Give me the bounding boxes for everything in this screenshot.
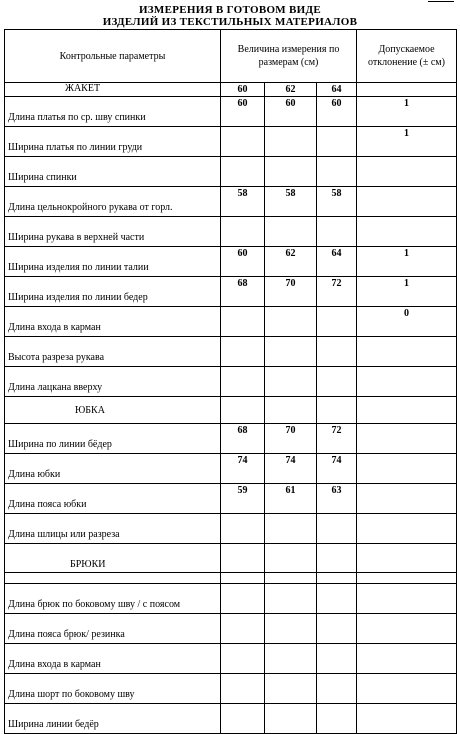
document-title-line1: ИЗМЕРЕНИЯ В ГОТОВОМ ВИДЕ xyxy=(138,4,322,16)
table-row xyxy=(5,704,457,734)
value-cell xyxy=(221,307,265,337)
value-cell: 60 xyxy=(265,97,317,127)
param-name: Длина брюк по боковому шву / с поясом xyxy=(5,584,221,614)
value-cell xyxy=(265,614,317,644)
value-cell xyxy=(221,704,265,734)
value-cell xyxy=(317,584,357,614)
tolerance-cell xyxy=(357,704,457,734)
tolerance-cell xyxy=(357,644,457,674)
value-cell xyxy=(265,584,317,614)
value-cell xyxy=(265,397,317,424)
section-row-trousers xyxy=(5,544,457,573)
value-cell xyxy=(265,337,317,367)
table-row xyxy=(5,187,457,217)
value-cell: 72 xyxy=(317,277,357,307)
tolerance-cell: 1 xyxy=(357,247,457,277)
header-row xyxy=(5,30,457,83)
value-cell: 58 xyxy=(317,187,357,217)
value-cell xyxy=(221,157,265,187)
header-param: Контрольные параметры xyxy=(5,30,221,83)
document-title-line2: ИЗДЕЛИЙ ИЗ ТЕКСТИЛЬНЫХ МАТЕРИАЛОВ xyxy=(102,16,358,28)
value-cell xyxy=(317,614,357,644)
spacer-row xyxy=(5,573,457,584)
corner-blank-line xyxy=(428,1,454,2)
table-row xyxy=(5,367,457,397)
tolerance-cell xyxy=(357,424,457,454)
value-cell: 61 xyxy=(265,484,317,514)
table-row xyxy=(5,307,457,337)
value-cell xyxy=(221,514,265,544)
value-cell: 68 xyxy=(221,424,265,454)
table-row xyxy=(5,674,457,704)
size-cell: 62 xyxy=(265,83,317,97)
param-name: Длина цельнокройного рукава от горл. xyxy=(5,187,221,217)
tolerance-cell: 1 xyxy=(357,97,457,127)
tolerance-cell xyxy=(357,83,457,97)
tolerance-cell xyxy=(357,614,457,644)
section-row-skirt xyxy=(5,397,457,424)
tolerance-cell xyxy=(357,514,457,544)
table-row xyxy=(5,514,457,544)
param-name: Ширина спинки xyxy=(5,157,221,187)
param-name: Длина шорт по боковому шву xyxy=(5,674,221,704)
value-cell xyxy=(221,674,265,704)
section-skirt-label: ЮБКА xyxy=(5,397,221,424)
value-cell xyxy=(317,337,357,367)
value-cell xyxy=(221,127,265,157)
value-cell: 74 xyxy=(221,454,265,484)
tolerance-cell xyxy=(357,454,457,484)
value-cell xyxy=(221,397,265,424)
value-cell xyxy=(265,217,317,247)
value-cell: 60 xyxy=(221,97,265,127)
spacer-cell xyxy=(221,573,265,584)
tolerance-cell xyxy=(357,187,457,217)
param-name: Длина платья по ср. шву спинки xyxy=(5,97,221,127)
value-cell xyxy=(221,544,265,573)
header-size: Величина измерения по размерам (см) xyxy=(221,30,357,83)
size-cell: 60 xyxy=(221,83,265,97)
value-cell xyxy=(221,584,265,614)
value-cell xyxy=(317,157,357,187)
value-cell xyxy=(317,367,357,397)
value-cell xyxy=(221,367,265,397)
param-name: Высота разреза рукава xyxy=(5,337,221,367)
value-cell: 60 xyxy=(221,247,265,277)
value-cell xyxy=(221,217,265,247)
spacer-cell xyxy=(357,573,457,584)
param-name: Ширина рукава в верхней части xyxy=(5,217,221,247)
value-cell xyxy=(317,544,357,573)
value-cell: 68 xyxy=(221,277,265,307)
tolerance-cell xyxy=(357,544,457,573)
size-cell: 64 xyxy=(317,83,357,97)
table-row xyxy=(5,247,457,277)
value-cell: 59 xyxy=(221,484,265,514)
value-cell: 74 xyxy=(265,454,317,484)
value-cell xyxy=(265,127,317,157)
value-cell xyxy=(265,704,317,734)
value-cell xyxy=(221,614,265,644)
table-row xyxy=(5,424,457,454)
tolerance-cell xyxy=(357,337,457,367)
table-row xyxy=(5,217,457,247)
table-row xyxy=(5,277,457,307)
value-cell xyxy=(317,674,357,704)
value-cell: 60 xyxy=(317,97,357,127)
value-cell xyxy=(317,127,357,157)
value-cell xyxy=(265,307,317,337)
value-cell xyxy=(265,157,317,187)
tolerance-cell: 1 xyxy=(357,127,457,157)
param-name: Длина лацкана вверху xyxy=(5,367,221,397)
section-trousers-label: БРЮКИ xyxy=(5,544,221,573)
param-name: Длина пояса юбки xyxy=(5,484,221,514)
value-cell: 58 xyxy=(265,187,317,217)
value-cell: 72 xyxy=(317,424,357,454)
value-cell xyxy=(221,337,265,367)
value-cell xyxy=(265,367,317,397)
value-cell xyxy=(265,514,317,544)
value-cell: 58 xyxy=(221,187,265,217)
param-name: Длина пояса брюк/ резинка xyxy=(5,614,221,644)
tolerance-cell xyxy=(357,584,457,614)
tolerance-cell xyxy=(357,157,457,187)
param-name: Ширина изделия по линии талии xyxy=(5,247,221,277)
value-cell: 70 xyxy=(265,424,317,454)
value-cell xyxy=(265,544,317,573)
param-name: Длина входа в карман xyxy=(5,644,221,674)
section-row-jacket xyxy=(5,83,457,97)
measurement-table xyxy=(4,29,457,734)
value-cell xyxy=(265,674,317,704)
table-row xyxy=(5,157,457,187)
value-cell xyxy=(317,217,357,247)
section-jacket-label: ЖАКЕТ xyxy=(5,83,221,97)
table-row xyxy=(5,127,457,157)
param-name: Ширина линии бедёр xyxy=(5,704,221,734)
table-row xyxy=(5,614,457,644)
tolerance-cell xyxy=(357,484,457,514)
table-row xyxy=(5,484,457,514)
tolerance-cell: 1 xyxy=(357,277,457,307)
table-row xyxy=(5,454,457,484)
header-tolerance: Допускаемое отклонение (± см) xyxy=(357,30,457,83)
value-cell xyxy=(221,644,265,674)
value-cell: 62 xyxy=(265,247,317,277)
param-name: Длина юбки xyxy=(5,454,221,484)
tolerance-cell: 0 xyxy=(357,307,457,337)
table-row xyxy=(5,584,457,614)
spacer-cell xyxy=(5,573,221,584)
value-cell xyxy=(317,514,357,544)
value-cell xyxy=(265,644,317,674)
param-name: Ширина изделия по линии бедер xyxy=(5,277,221,307)
value-cell: 74 xyxy=(317,454,357,484)
value-cell xyxy=(317,307,357,337)
tolerance-cell xyxy=(357,674,457,704)
value-cell xyxy=(317,397,357,424)
table-row xyxy=(5,337,457,367)
table-row xyxy=(5,644,457,674)
value-cell: 70 xyxy=(265,277,317,307)
param-name: Ширина платья по линии груди xyxy=(5,127,221,157)
spacer-cell xyxy=(317,573,357,584)
param-name: Длина шлицы или разреза xyxy=(5,514,221,544)
value-cell xyxy=(317,644,357,674)
value-cell xyxy=(317,704,357,734)
spacer-cell xyxy=(265,573,317,584)
tolerance-cell xyxy=(357,397,457,424)
value-cell: 64 xyxy=(317,247,357,277)
tolerance-cell xyxy=(357,217,457,247)
param-name: Ширина по линии бёдер xyxy=(5,424,221,454)
table-row xyxy=(5,97,457,127)
param-name: Длина входа в карман xyxy=(5,307,221,337)
value-cell: 63 xyxy=(317,484,357,514)
tolerance-cell xyxy=(357,367,457,397)
